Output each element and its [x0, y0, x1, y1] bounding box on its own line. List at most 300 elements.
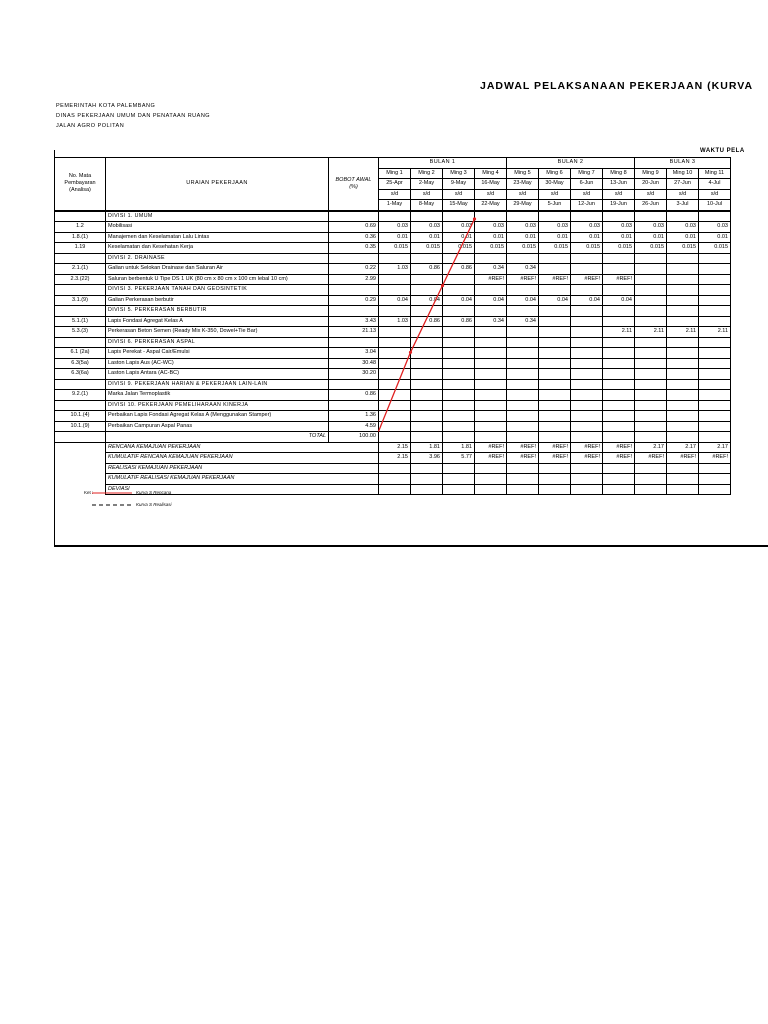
week-value — [635, 411, 667, 422]
week-value — [635, 337, 667, 348]
week-value — [443, 400, 475, 411]
summary-value — [699, 463, 731, 474]
week-value — [411, 306, 443, 317]
summary-label: DEVIASI — [106, 484, 379, 495]
week-value — [699, 264, 731, 275]
summary-value — [667, 474, 699, 485]
summary-value: 5.77 — [443, 453, 475, 464]
week-value — [571, 411, 603, 422]
week-value — [443, 211, 475, 222]
table-row — [55, 285, 731, 296]
week-value: 0.015 — [507, 243, 539, 254]
week-to-date: 15-May — [443, 200, 475, 211]
week-value — [475, 337, 507, 348]
org-line-1: PEMERINTAH KOTA PALEMBANG — [56, 103, 156, 109]
week-value: 0.34 — [475, 316, 507, 327]
week-value: 0.01 — [539, 232, 571, 243]
week-value: 2.11 — [667, 327, 699, 338]
week-value: 0.03 — [475, 222, 507, 233]
table-row — [55, 222, 731, 233]
week-value — [635, 295, 667, 306]
week-value — [603, 432, 635, 443]
week-to-date: 26-Jun — [635, 200, 667, 211]
week-value: 2.11 — [699, 327, 731, 338]
week-sd: s/d — [539, 189, 571, 200]
summary-value — [443, 463, 475, 474]
legend-ket: Ket : — [84, 490, 94, 495]
week-from-date: 16-May — [475, 179, 507, 190]
week-value — [379, 400, 411, 411]
week-value — [475, 358, 507, 369]
week-value — [379, 327, 411, 338]
week-value — [539, 379, 571, 390]
division-heading: DIVISI 1. UMUM — [106, 211, 329, 222]
week-sd: s/d — [411, 189, 443, 200]
week-value — [379, 306, 411, 317]
week-value — [475, 379, 507, 390]
week-label: Ming 9 — [635, 168, 667, 179]
summary-blank — [55, 442, 106, 495]
row-description: Lapis Perekat - Aspal Cair/Emulsi — [106, 348, 329, 359]
week-value — [539, 432, 571, 443]
week-value — [667, 253, 699, 264]
summary-value — [571, 463, 603, 474]
week-value — [635, 306, 667, 317]
week-value — [667, 295, 699, 306]
week-value — [603, 253, 635, 264]
summary-value — [475, 463, 507, 474]
week-value: 0.04 — [475, 295, 507, 306]
week-value: 0.03 — [507, 222, 539, 233]
week-value — [699, 306, 731, 317]
week-value — [571, 400, 603, 411]
table-row — [55, 243, 731, 254]
row-no-mata — [55, 400, 106, 411]
week-value — [699, 253, 731, 264]
table-row — [55, 274, 731, 285]
week-value — [571, 379, 603, 390]
week-value — [507, 379, 539, 390]
week-value — [635, 432, 667, 443]
week-value — [507, 285, 539, 296]
week-value — [667, 348, 699, 359]
week-value — [539, 306, 571, 317]
week-value: 0.03 — [667, 222, 699, 233]
week-value — [507, 421, 539, 432]
week-value — [603, 337, 635, 348]
summary-row — [55, 474, 731, 485]
week-value — [475, 348, 507, 359]
week-value — [699, 379, 731, 390]
week-value — [443, 358, 475, 369]
summary-label: KUMULATIF REALISASI KEMAJUAN PEKERJAAN — [106, 474, 379, 485]
summary-value — [603, 474, 635, 485]
summary-value — [475, 484, 507, 495]
week-value — [411, 411, 443, 422]
summary-value: 2.17 — [699, 442, 731, 453]
division-heading: DIVISI 3. PEKERJAAN TANAH DAN GEOSINTETIK — [106, 285, 329, 296]
week-value — [571, 369, 603, 380]
week-value — [507, 390, 539, 401]
week-value — [635, 211, 667, 222]
week-value: 0.01 — [379, 232, 411, 243]
week-value — [443, 337, 475, 348]
row-bobot: 2.99 — [329, 274, 379, 285]
week-value — [603, 411, 635, 422]
week-value — [443, 411, 475, 422]
week-value — [507, 358, 539, 369]
week-value — [603, 285, 635, 296]
week-label: Ming 1 — [379, 168, 411, 179]
table-row — [55, 421, 731, 432]
week-value — [539, 327, 571, 338]
row-bobot — [329, 306, 379, 317]
week-value — [379, 358, 411, 369]
week-value: 0.015 — [475, 243, 507, 254]
summary-value: 2.15 — [379, 442, 411, 453]
week-label: Ming 8 — [603, 168, 635, 179]
week-from-date: 4-Jul — [699, 179, 731, 190]
table-row — [55, 316, 731, 327]
week-value — [571, 211, 603, 222]
week-value: 0.34 — [507, 264, 539, 275]
summary-value — [443, 484, 475, 495]
week-value — [699, 274, 731, 285]
week-from-date: 27-Jun — [667, 179, 699, 190]
table-row — [55, 358, 731, 369]
week-value — [571, 327, 603, 338]
row-no-mata — [55, 337, 106, 348]
row-bobot: 3.43 — [329, 316, 379, 327]
row-bobot: 30.48 — [329, 358, 379, 369]
week-value: 0.04 — [379, 295, 411, 306]
week-value: 0.86 — [411, 316, 443, 327]
week-value: 0.03 — [635, 222, 667, 233]
org-line-2: DINAS PEKERJAAN UMUM DAN PENATAAN RUANG — [56, 113, 211, 119]
row-bobot: 0.29 — [329, 295, 379, 306]
row-description: Manajemen dan Keselamatan Lalu Lintas — [106, 232, 329, 243]
summary-value — [635, 474, 667, 485]
division-heading: DIVISI 5. PERKERASAN BERBUTIR — [106, 306, 329, 317]
week-label: Ming 10 — [667, 168, 699, 179]
week-value — [699, 337, 731, 348]
row-description: Galian Perkerasan berbutir — [106, 295, 329, 306]
week-value: 0.015 — [411, 243, 443, 254]
table-row — [55, 337, 731, 348]
week-value — [571, 337, 603, 348]
row-description: Laston Lapis Aus (AC-WC) — [106, 358, 329, 369]
week-sd: s/d — [475, 189, 507, 200]
week-value — [411, 421, 443, 432]
table-row — [55, 253, 731, 264]
week-value — [507, 348, 539, 359]
week-value — [475, 285, 507, 296]
week-value — [571, 432, 603, 443]
week-value — [411, 253, 443, 264]
row-no-mata: 1.2 — [55, 222, 106, 233]
row-no-mata: 2.3.(22) — [55, 274, 106, 285]
week-value — [475, 421, 507, 432]
week-value — [411, 432, 443, 443]
week-value: 0.04 — [411, 295, 443, 306]
week-from-date: 2-May — [411, 179, 443, 190]
week-value — [667, 379, 699, 390]
week-value — [539, 337, 571, 348]
week-sd: s/d — [571, 189, 603, 200]
week-value — [667, 400, 699, 411]
week-value — [443, 348, 475, 359]
table-row — [55, 211, 731, 222]
header-bobot: BOBOT AWAL (%) — [329, 158, 379, 211]
week-value: 0.03 — [443, 222, 475, 233]
week-value — [539, 421, 571, 432]
summary-value: 2.17 — [635, 442, 667, 453]
week-value — [667, 369, 699, 380]
week-value — [411, 390, 443, 401]
summary-value: #REF! — [635, 453, 667, 464]
summary-value: #REF! — [475, 442, 507, 453]
week-to-date: 10-Jul — [699, 200, 731, 211]
week-value — [635, 253, 667, 264]
week-value: 0.01 — [475, 232, 507, 243]
week-value: 1.03 — [379, 264, 411, 275]
week-to-date: 12-Jun — [571, 200, 603, 211]
week-value — [603, 390, 635, 401]
summary-value — [635, 463, 667, 474]
week-value — [667, 358, 699, 369]
row-no-mata — [55, 211, 106, 222]
week-from-date: 23-May — [507, 179, 539, 190]
week-value — [379, 390, 411, 401]
week-value: 0.86 — [411, 264, 443, 275]
week-value — [443, 274, 475, 285]
week-value — [507, 369, 539, 380]
row-description: Perbaikan Campuran Aspal Panas — [106, 421, 329, 432]
row-no-mata: 6.3(5a) — [55, 358, 106, 369]
week-value — [667, 306, 699, 317]
row-bobot: 0.86 — [329, 390, 379, 401]
summary-value — [699, 474, 731, 485]
row-no-mata — [55, 285, 106, 296]
division-heading: DIVISI 2. DRAINASE — [106, 253, 329, 264]
week-to-date: 8-May — [411, 200, 443, 211]
row-no-mata: 3.1.(9) — [55, 295, 106, 306]
week-value — [379, 285, 411, 296]
week-value — [539, 211, 571, 222]
header-bulan-1: BULAN 1 — [379, 158, 507, 169]
row-bobot: 21.13 — [329, 327, 379, 338]
week-value — [475, 400, 507, 411]
week-value: 0.86 — [443, 264, 475, 275]
week-value: 0.01 — [667, 232, 699, 243]
week-label: Ming 4 — [475, 168, 507, 179]
week-value: 0.01 — [603, 232, 635, 243]
summary-value — [411, 484, 443, 495]
row-bobot: 0.69 — [329, 222, 379, 233]
week-value: 0.04 — [603, 295, 635, 306]
summary-value — [635, 484, 667, 495]
week-value — [475, 432, 507, 443]
header-no-mata: No. Mata Pembayaran (Analisa) — [55, 158, 106, 211]
week-value — [539, 253, 571, 264]
week-sd: s/d — [443, 189, 475, 200]
schedule-table — [54, 157, 731, 495]
week-value — [507, 400, 539, 411]
table-row — [55, 369, 731, 380]
week-to-date: 29-May — [507, 200, 539, 211]
table-row — [55, 232, 731, 243]
week-value — [411, 337, 443, 348]
week-value — [443, 253, 475, 264]
row-no-mata — [55, 253, 106, 264]
week-value: 0.03 — [571, 222, 603, 233]
week-value — [443, 327, 475, 338]
week-sd: s/d — [635, 189, 667, 200]
week-value: 0.01 — [507, 232, 539, 243]
week-value — [443, 432, 475, 443]
week-value — [699, 369, 731, 380]
week-value — [379, 274, 411, 285]
summary-value: #REF! — [603, 453, 635, 464]
week-value — [411, 274, 443, 285]
legend-rencana-label: Kurva S Rencana — [136, 490, 172, 495]
division-heading: DIVISI 9. PEKERJAAN HARIAN & PEKERJAAN LAIN-LAIN — [106, 379, 329, 390]
week-value — [699, 348, 731, 359]
row-bobot: 1.36 — [329, 411, 379, 422]
row-no-mata: 10.1.(9) — [55, 421, 106, 432]
week-value — [635, 358, 667, 369]
week-value — [699, 390, 731, 401]
week-to-date: 1-May — [379, 200, 411, 211]
week-label: Ming 7 — [571, 168, 603, 179]
row-description: Keselamatan dan Kesehatan Kerja — [106, 243, 329, 254]
week-value — [379, 379, 411, 390]
summary-value: #REF! — [667, 453, 699, 464]
week-value — [539, 390, 571, 401]
week-to-date: 19-Jun — [603, 200, 635, 211]
division-heading: DIVISI 6. PERKERASAN ASPAL — [106, 337, 329, 348]
week-value — [475, 327, 507, 338]
week-sd: s/d — [667, 189, 699, 200]
week-value — [571, 348, 603, 359]
summary-row — [55, 442, 731, 453]
summary-value — [507, 474, 539, 485]
week-value — [475, 411, 507, 422]
legend-realisasi-label: Kurva S Realisasi — [136, 502, 172, 507]
week-value: 0.01 — [411, 232, 443, 243]
week-value — [635, 369, 667, 380]
week-value: 0.04 — [539, 295, 571, 306]
week-value — [603, 358, 635, 369]
week-value — [443, 421, 475, 432]
week-sd: s/d — [379, 189, 411, 200]
summary-value: 2.17 — [667, 442, 699, 453]
week-value: 0.34 — [475, 264, 507, 275]
week-value: 0.015 — [635, 243, 667, 254]
row-bobot — [329, 211, 379, 222]
week-value — [379, 348, 411, 359]
summary-value — [475, 474, 507, 485]
week-value — [635, 348, 667, 359]
week-value — [507, 306, 539, 317]
week-value — [539, 264, 571, 275]
week-value — [699, 316, 731, 327]
summary-value — [379, 463, 411, 474]
summary-value: 3.96 — [411, 453, 443, 464]
week-value — [411, 358, 443, 369]
summary-value: #REF! — [603, 442, 635, 453]
row-no-mata: 1.19 — [55, 243, 106, 254]
week-value — [635, 400, 667, 411]
week-value — [475, 253, 507, 264]
row-description: Lapis Fondasi Agregat Kelas A — [106, 316, 329, 327]
row-description: Marka Jalan Termoplastik — [106, 390, 329, 401]
week-value — [635, 379, 667, 390]
summary-row — [55, 463, 731, 474]
week-value: 0.01 — [571, 232, 603, 243]
week-value — [411, 285, 443, 296]
document-title: JADWAL PELAKSANAAN PEKERJAAN (KURVA — [480, 80, 754, 92]
week-value — [603, 264, 635, 275]
week-value — [603, 306, 635, 317]
week-value — [603, 400, 635, 411]
table-row — [55, 295, 731, 306]
header-bulan-3: BULAN 3 — [635, 158, 731, 169]
row-bobot — [329, 337, 379, 348]
week-value — [475, 369, 507, 380]
week-value: 0.015 — [699, 243, 731, 254]
week-value — [411, 369, 443, 380]
week-value: 2.11 — [603, 327, 635, 338]
total-value: 100.00 — [329, 432, 379, 443]
week-value — [379, 253, 411, 264]
row-no-mata: 6.1 (2a) — [55, 348, 106, 359]
table-row — [55, 348, 731, 359]
row-description: Perkerasan Beton Semen (Ready Mix K-350, Dowel+Tie Bar) — [106, 327, 329, 338]
summary-value — [539, 484, 571, 495]
division-heading: DIVISI 10. PEKERJAAN PEMELIHARAAN KINERJA — [106, 400, 329, 411]
row-bobot — [329, 379, 379, 390]
week-value — [667, 421, 699, 432]
week-value: #REF! — [603, 274, 635, 285]
week-value — [667, 411, 699, 422]
week-value: 0.04 — [507, 295, 539, 306]
summary-value: #REF! — [571, 453, 603, 464]
week-value: 0.015 — [603, 243, 635, 254]
week-value — [635, 264, 667, 275]
summary-value: #REF! — [699, 453, 731, 464]
week-value — [539, 316, 571, 327]
summary-value — [571, 484, 603, 495]
row-bobot: 30.20 — [329, 369, 379, 380]
week-value — [411, 211, 443, 222]
week-sd: s/d — [699, 189, 731, 200]
week-label: Ming 6 — [539, 168, 571, 179]
week-value — [603, 211, 635, 222]
week-value — [411, 327, 443, 338]
week-from-date: 30-May — [539, 179, 571, 190]
row-bobot: 3.04 — [329, 348, 379, 359]
week-value: 0.03 — [379, 222, 411, 233]
week-value: 0.01 — [443, 232, 475, 243]
week-value — [443, 306, 475, 317]
summary-value — [539, 463, 571, 474]
week-value — [507, 411, 539, 422]
week-value — [635, 316, 667, 327]
summary-value: #REF! — [539, 453, 571, 464]
week-value — [699, 358, 731, 369]
table-row — [55, 327, 731, 338]
